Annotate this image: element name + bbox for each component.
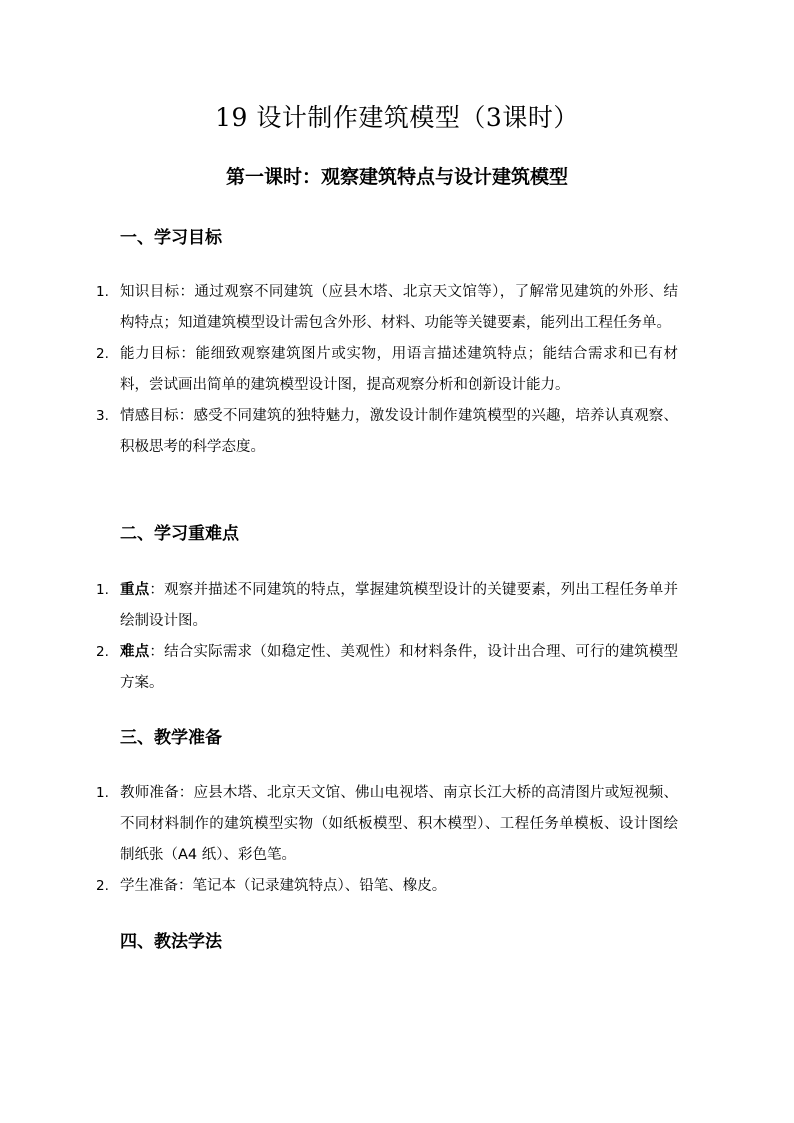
section-heading-teaching-preparation: 三、教学准备 (120, 728, 222, 748)
list-item-label: 重点 (120, 582, 150, 598)
list-item (96, 277, 678, 339)
list-item-label: 难点 (120, 644, 150, 660)
key-difficult-points-list (96, 575, 678, 699)
document-title: 19 设计制作建筑模型（3课时） (215, 103, 579, 132)
section-heading-key-difficult-points: 二、学习重难点 (120, 524, 239, 544)
list-item-text: 情感目标：感受不同建筑的独特魅力，激发设计制作建筑模型的兴趣，培养认真观察、积极思考的科学态度。 (120, 408, 678, 455)
list-item-number: 1. (96, 582, 109, 598)
list-item-text: 学生准备：笔记本（记录建筑特点）、铅笔、橡皮。 (120, 878, 447, 894)
list-item (96, 339, 678, 401)
list-item-number: 2. (96, 346, 109, 362)
list-item-number: 2. (96, 878, 109, 894)
list-item (96, 778, 678, 871)
list-item (96, 401, 678, 463)
section-heading-teaching-methods: 四、教法学法 (120, 932, 222, 952)
list-item (96, 637, 678, 699)
list-item-text: 教师准备：应县木塔、北京天文馆、佛山电视塔、南京长江大桥的高清图片或短视频、不同材料制作的建筑模型实物（如纸板模型、积木模型）、工程任务单模板、设计图绘制纸张（A4 纸）、彩色笔。 (120, 785, 678, 863)
document-subtitle: 第一课时：观察建筑特点与设计建筑模型 (225, 166, 568, 188)
list-item-text: ：观察并描述不同建筑的特点，掌握建筑模型设计的关键要素，列出工程任务单并绘制设计图。 (120, 582, 679, 629)
list-item-text: 知识目标：通过观察不同建筑（应县木塔、北京天文馆等），了解常见建筑的外形、结构特点；知道建筑模型设计需包含外形、材料、功能等关键要素，能列出工程任务单。 (120, 284, 678, 331)
list-item-text: ：结合实际需求（如稳定性、美观性）和材料条件，设计出合理、可行的建筑模型方案。 (120, 644, 679, 691)
list-item-number: 2. (96, 644, 109, 660)
list-item (96, 575, 678, 637)
list-item-number: 3. (96, 408, 109, 424)
teaching-preparation-list (96, 778, 678, 902)
list-item-number: 1. (96, 284, 109, 300)
list-item-number: 1. (96, 785, 109, 801)
list-item-text: 能力目标：能细致观察建筑图片或实物，用语言描述建筑特点；能结合需求和已有材料，尝试画出简单的建筑模型设计图，提高观察分析和创新设计能力。 (120, 346, 678, 393)
list-item (96, 871, 678, 902)
section-heading-learning-objectives: 一、学习目标 (120, 228, 222, 248)
learning-objectives-list (96, 277, 678, 463)
